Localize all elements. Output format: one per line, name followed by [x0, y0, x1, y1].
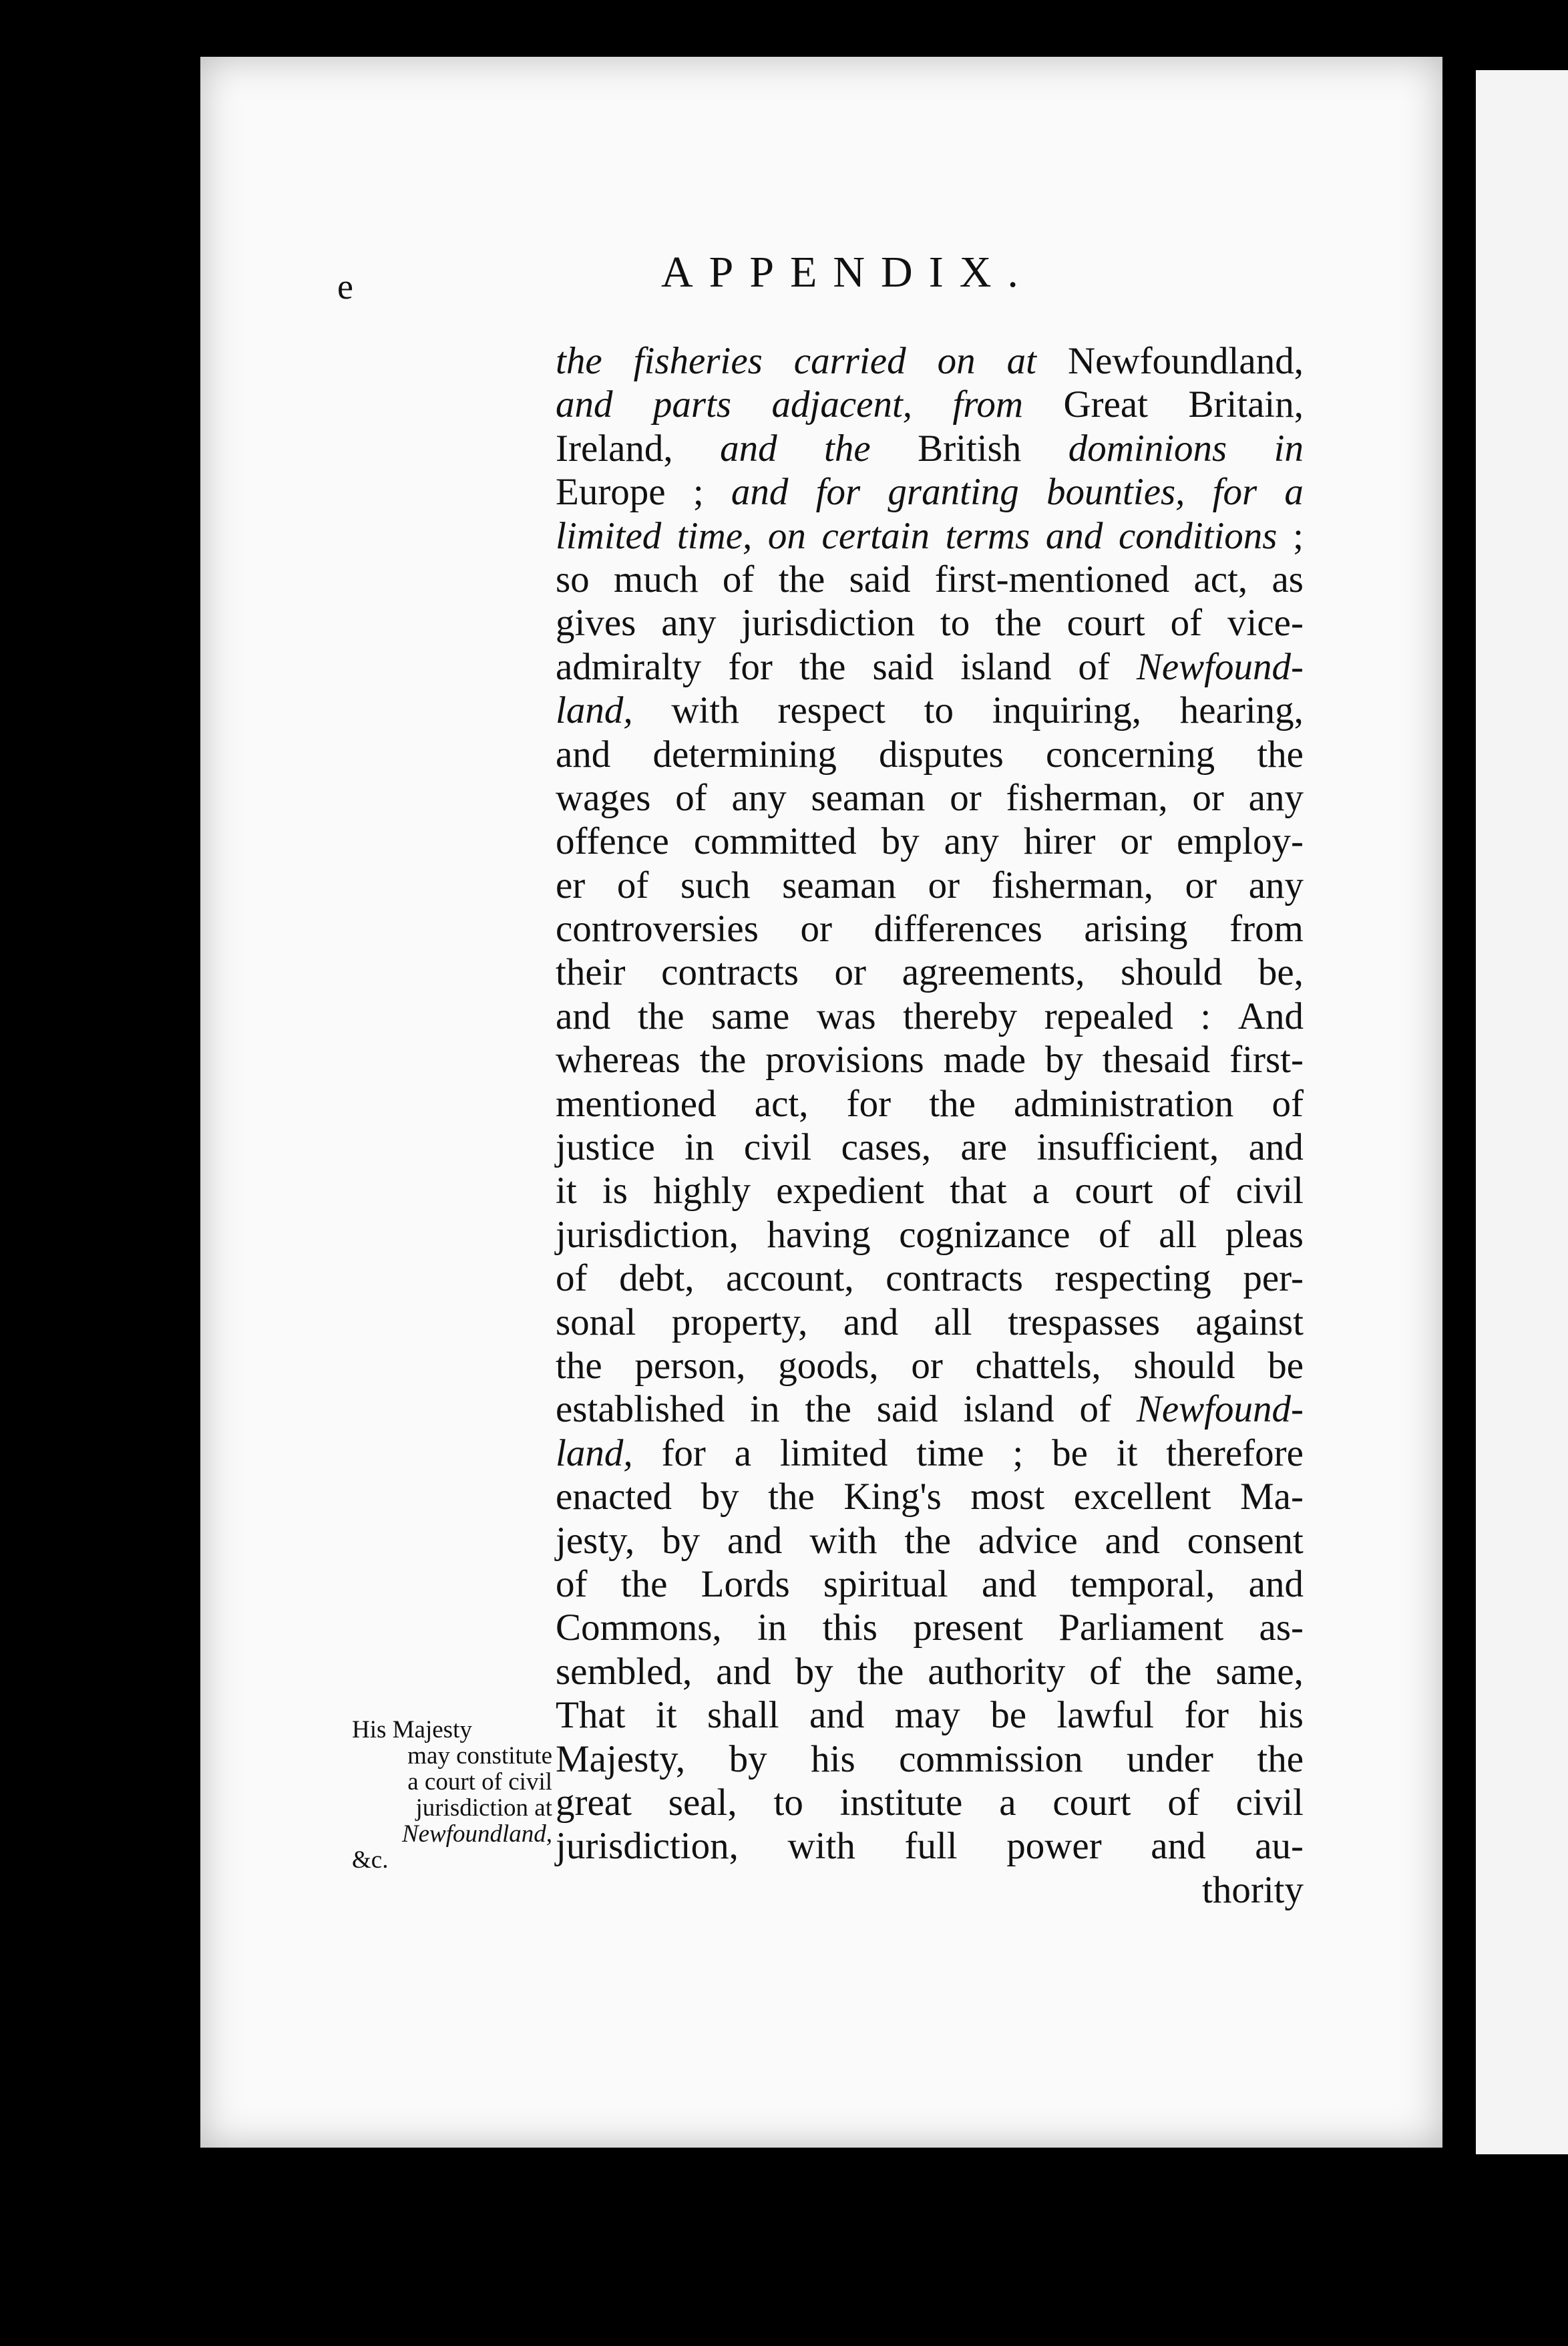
word: administration — [1014, 1082, 1234, 1125]
word: contracts — [661, 951, 799, 994]
word: jurisdiction, — [556, 1213, 739, 1256]
word: and — [556, 733, 611, 776]
word: jurisdiction, — [556, 1825, 739, 1868]
text-line — [556, 1387, 1304, 1431]
word: ; — [1012, 1432, 1024, 1474]
word: the — [556, 340, 602, 382]
word: in — [684, 1126, 715, 1169]
word: and — [1248, 1562, 1304, 1605]
word: much — [613, 558, 699, 601]
word: Newfound- — [1136, 1388, 1304, 1431]
word: his — [811, 1737, 855, 1780]
word: limited — [556, 514, 662, 557]
word: first-mentioned — [934, 558, 1170, 601]
text-line — [556, 1082, 1304, 1126]
word: of — [1271, 1082, 1304, 1125]
word: the — [768, 1476, 815, 1518]
word: for — [661, 1432, 706, 1474]
text-line — [556, 645, 1304, 689]
word: to — [773, 1781, 803, 1824]
text-line — [556, 1781, 1304, 1824]
word: cases, — [841, 1126, 932, 1169]
word: the — [857, 1650, 904, 1693]
word: the — [799, 645, 846, 688]
word: admiralty — [556, 645, 702, 688]
word: any — [661, 602, 717, 645]
word: land, — [556, 1432, 633, 1474]
text-line — [556, 776, 1304, 820]
word: the — [620, 1562, 668, 1605]
word: granting — [888, 471, 1019, 514]
body-text — [556, 339, 1304, 1912]
word: by — [662, 1519, 701, 1562]
word: that — [950, 1170, 1007, 1212]
word: debt, — [619, 1257, 695, 1300]
word: court — [1074, 1170, 1153, 1212]
text-line — [556, 1038, 1304, 1081]
word: enacted — [556, 1476, 672, 1518]
word: hearing, — [1179, 689, 1304, 732]
word: account, — [726, 1257, 854, 1300]
word: and — [716, 1650, 771, 1693]
word: person, — [634, 1344, 746, 1387]
word: Lords — [701, 1562, 790, 1605]
word: committed — [693, 820, 857, 863]
word: mentioned — [556, 1082, 717, 1125]
word: employ- — [1177, 820, 1304, 863]
word: be — [1052, 1432, 1088, 1474]
text-line — [556, 1344, 1304, 1387]
facing-page-edge — [1476, 70, 1568, 2154]
word: under — [1127, 1737, 1213, 1780]
word: it — [556, 1170, 577, 1212]
word: for — [1184, 1694, 1229, 1737]
word: expedient — [776, 1170, 924, 1212]
text-line — [556, 907, 1304, 951]
word: fisherman, — [991, 864, 1153, 906]
text-line — [556, 733, 1304, 776]
word: be — [990, 1694, 1027, 1737]
word: time, — [676, 514, 753, 557]
word: a — [734, 1432, 752, 1474]
word: be — [1267, 1344, 1304, 1387]
word: and — [843, 1301, 899, 1343]
word: justice — [556, 1126, 655, 1169]
word: civil — [1235, 1170, 1304, 1212]
word: the — [824, 427, 871, 470]
text-line — [556, 1737, 1304, 1781]
word: or — [928, 864, 960, 906]
word: act, — [754, 1082, 809, 1125]
text-line — [556, 427, 1304, 470]
word: should — [1133, 1344, 1235, 1387]
word: That — [556, 1694, 626, 1737]
word: jurisdiction — [741, 602, 916, 645]
word: with — [809, 1519, 877, 1562]
word: wages — [556, 776, 651, 819]
word: from — [952, 383, 1024, 426]
marginal-note-line: may constitute — [407, 1742, 552, 1770]
word: may — [894, 1694, 960, 1737]
word: : — [1200, 995, 1211, 1037]
word: and — [720, 427, 777, 470]
word: jesty, — [556, 1519, 635, 1562]
word: repealed — [1044, 995, 1173, 1037]
word: at — [1006, 340, 1036, 382]
word: on — [767, 514, 806, 557]
text-line — [556, 601, 1304, 645]
word: lawful — [1056, 1694, 1155, 1737]
word: a — [1032, 1170, 1050, 1212]
word: institute — [839, 1781, 963, 1824]
word: carried — [793, 340, 906, 382]
word: civil — [743, 1126, 812, 1169]
word: thesaid — [1102, 1039, 1211, 1081]
word: first- — [1229, 1039, 1304, 1081]
word: vice- — [1227, 602, 1304, 645]
text-line — [556, 383, 1304, 426]
word: authority — [928, 1650, 1066, 1693]
word: And — [1237, 995, 1304, 1037]
word: commission — [899, 1737, 1083, 1780]
word: as- — [1259, 1607, 1304, 1649]
word: of — [1079, 1388, 1111, 1431]
word: the — [1257, 1737, 1304, 1780]
word: power — [1006, 1825, 1102, 1868]
word: Europe — [556, 471, 666, 514]
text-line — [556, 1256, 1304, 1300]
text-line — [556, 1606, 1304, 1649]
word: bounties, — [1046, 471, 1185, 514]
word: controversies — [556, 908, 759, 951]
word: respecting — [1054, 1257, 1211, 1300]
text-line — [556, 1650, 1304, 1693]
word: any — [1248, 864, 1304, 906]
word: or — [1192, 776, 1224, 819]
word: fisheries — [633, 340, 763, 382]
word: of — [675, 776, 707, 819]
word: dominions — [1068, 427, 1227, 470]
word: from — [1229, 908, 1304, 951]
text-line — [556, 864, 1304, 907]
word: per- — [1243, 1257, 1304, 1300]
word: Great — [1063, 383, 1149, 426]
word: spiritual — [823, 1562, 948, 1605]
word: therefore — [1166, 1432, 1304, 1474]
word: Newfound- — [1136, 645, 1304, 688]
word: British — [918, 427, 1022, 470]
word: of — [556, 1562, 588, 1605]
text-line — [556, 1868, 1304, 1912]
word: chattels, — [975, 1344, 1101, 1387]
word: to — [940, 602, 970, 645]
word: the — [995, 602, 1042, 645]
word: Parliament — [1058, 1607, 1224, 1649]
word: court — [1052, 1781, 1131, 1824]
word: advice — [978, 1519, 1078, 1562]
text-line — [556, 1169, 1304, 1212]
word: gives — [556, 602, 636, 645]
marginal-note-line: His Majesty — [352, 1716, 472, 1743]
word: goods, — [778, 1344, 879, 1387]
word: property, — [671, 1301, 808, 1343]
word: and — [981, 1562, 1037, 1605]
word: by — [729, 1737, 767, 1780]
word: of — [722, 558, 755, 601]
word: are — [960, 1126, 1008, 1169]
word: the — [556, 1344, 602, 1387]
word: concerning — [1045, 733, 1215, 776]
word: having — [767, 1213, 871, 1256]
word: any — [944, 820, 999, 863]
word: Newfoundland, — [1067, 340, 1304, 382]
word: said — [876, 1388, 938, 1431]
word: full — [904, 1825, 958, 1868]
word: for — [846, 1082, 892, 1125]
marginal-note-line: &c. — [352, 1846, 389, 1874]
text-line — [556, 951, 1304, 994]
word: seaman — [782, 864, 897, 906]
word: the — [805, 1388, 851, 1431]
word: most — [970, 1476, 1045, 1518]
word: temporal, — [1070, 1562, 1215, 1605]
word: King's — [843, 1476, 942, 1518]
word: determining — [652, 733, 837, 776]
word: the — [929, 1082, 976, 1125]
word: conditions — [1119, 514, 1278, 557]
word: thority — [1202, 1868, 1304, 1911]
word: of — [1078, 645, 1110, 688]
text-line — [556, 1213, 1304, 1256]
word: arising — [1084, 908, 1188, 951]
text-line — [556, 470, 1304, 514]
page-mark: e — [337, 267, 353, 307]
word: consent — [1187, 1519, 1304, 1562]
word: land, — [556, 689, 633, 732]
text-line — [556, 1824, 1304, 1868]
word: and — [1151, 1825, 1206, 1868]
marginal-note — [352, 1717, 552, 1873]
word: to — [924, 689, 954, 732]
word: act, — [1193, 558, 1248, 601]
word: or — [1120, 820, 1153, 863]
word: is — [602, 1170, 628, 1212]
word: present — [913, 1607, 1023, 1649]
word: all — [934, 1301, 972, 1343]
word: by — [795, 1650, 833, 1693]
word: be, — [1257, 951, 1304, 994]
word: and — [1045, 514, 1103, 557]
word: contracts — [886, 1257, 1023, 1300]
word: disputes — [879, 733, 1004, 776]
word: or — [950, 776, 982, 819]
word: great — [556, 1781, 632, 1824]
text-line — [556, 558, 1304, 601]
word: of — [1099, 1213, 1131, 1256]
running-title: APPENDIX. — [661, 248, 1034, 297]
word: hirer — [1023, 820, 1096, 863]
word: with — [671, 689, 739, 732]
word: all — [1159, 1213, 1197, 1256]
word: au- — [1255, 1825, 1304, 1868]
word: for — [1212, 471, 1257, 514]
word: it — [655, 1694, 677, 1737]
marginal-note-line: jurisdiction at — [415, 1794, 552, 1822]
word: certain — [821, 514, 930, 557]
word: and — [556, 995, 611, 1037]
word: differences — [873, 908, 1042, 951]
text-line — [556, 995, 1304, 1038]
word: seaman — [811, 776, 926, 819]
word: said — [872, 645, 934, 688]
word: such — [680, 864, 751, 906]
word: the — [1257, 733, 1304, 776]
word: any — [1248, 776, 1304, 819]
word: pleas — [1225, 1213, 1304, 1256]
word: of — [1089, 1650, 1121, 1693]
word: so — [556, 558, 590, 601]
word: same — [711, 995, 790, 1037]
word: in — [1273, 427, 1304, 470]
marginal-note-line: a court of civil — [407, 1768, 552, 1796]
word: or — [1185, 864, 1217, 906]
word: cognizance — [899, 1213, 1070, 1256]
word: inquiring, — [992, 689, 1141, 732]
marginal-note-line: Newfoundland, — [401, 1820, 552, 1848]
word: any — [731, 776, 787, 819]
text-line — [556, 1126, 1304, 1169]
word: a — [999, 1781, 1016, 1824]
word: it — [1116, 1432, 1138, 1474]
word: in — [757, 1607, 787, 1649]
word: highly — [653, 1170, 751, 1212]
word: whereas — [556, 1039, 680, 1081]
word: Majesty, — [556, 1737, 686, 1780]
word: agreements, — [902, 951, 1085, 994]
text-line — [556, 1562, 1304, 1606]
word: in — [750, 1388, 780, 1431]
text-line — [556, 1475, 1304, 1518]
word: and — [731, 471, 789, 514]
text-line — [556, 1301, 1304, 1344]
word: limited — [779, 1432, 888, 1474]
word: same, — [1215, 1650, 1304, 1693]
word: for — [728, 645, 773, 688]
word: with — [787, 1825, 855, 1868]
text-line — [556, 1693, 1304, 1737]
word: said — [849, 558, 911, 601]
word: this — [822, 1607, 877, 1649]
word: seal, — [668, 1781, 737, 1824]
word: thereby — [903, 995, 1018, 1037]
word: established — [556, 1388, 725, 1431]
word: by — [1044, 1039, 1083, 1081]
word: against — [1195, 1301, 1304, 1343]
word: parts — [652, 383, 732, 426]
word: Ireland, — [556, 427, 673, 470]
word: trespasses — [1008, 1301, 1161, 1343]
word: ; — [693, 471, 704, 514]
word: of — [616, 864, 649, 906]
word: fisherman, — [1006, 776, 1168, 819]
word: a — [1284, 471, 1304, 514]
word: was — [816, 995, 876, 1037]
text-line — [556, 339, 1304, 383]
word: on — [937, 340, 976, 382]
word: island — [963, 1388, 1054, 1431]
word: his — [1259, 1694, 1304, 1737]
word: respect — [777, 689, 886, 732]
word: the — [699, 1039, 747, 1081]
word: the — [778, 558, 825, 601]
word: should — [1121, 951, 1223, 994]
word: by — [701, 1476, 739, 1518]
word: island — [960, 645, 1052, 688]
text-line — [556, 1432, 1304, 1475]
word: Ma- — [1240, 1476, 1304, 1518]
word: Commons, — [556, 1607, 722, 1649]
word: shall — [707, 1694, 779, 1737]
word: or — [911, 1344, 943, 1387]
word: sonal — [556, 1301, 636, 1343]
word: time — [916, 1432, 984, 1474]
word: of — [1170, 602, 1203, 645]
word: their — [556, 951, 626, 994]
word: excellent — [1073, 1476, 1211, 1518]
word: offence — [556, 820, 669, 863]
text-line — [556, 820, 1304, 863]
word: er — [556, 864, 586, 906]
word: or — [800, 908, 833, 951]
word: and — [1248, 1126, 1304, 1169]
word: of — [1178, 1170, 1211, 1212]
word: of — [1167, 1781, 1199, 1824]
word: insufficient, — [1036, 1126, 1219, 1169]
word: Britain, — [1188, 383, 1304, 426]
word: ; — [1293, 514, 1304, 557]
word: civil — [1235, 1781, 1304, 1824]
word: the — [1145, 1650, 1192, 1693]
word: court — [1066, 602, 1145, 645]
word: the — [637, 995, 684, 1037]
word: the — [904, 1519, 952, 1562]
word: and — [727, 1519, 783, 1562]
word: by — [881, 820, 920, 863]
word: and — [1105, 1519, 1160, 1562]
text-line — [556, 689, 1304, 732]
word: sembled, — [556, 1650, 693, 1693]
word: for — [815, 471, 861, 514]
word: made — [943, 1039, 1026, 1081]
word: and — [556, 383, 613, 426]
word: of — [556, 1257, 588, 1300]
word: or — [834, 951, 867, 994]
word: terms — [945, 514, 1030, 557]
word: as — [1271, 558, 1304, 601]
word: adjacent, — [771, 383, 913, 426]
text-line — [556, 514, 1304, 558]
word: provisions — [765, 1039, 924, 1081]
text-line — [556, 1519, 1304, 1562]
word: and — [809, 1694, 865, 1737]
